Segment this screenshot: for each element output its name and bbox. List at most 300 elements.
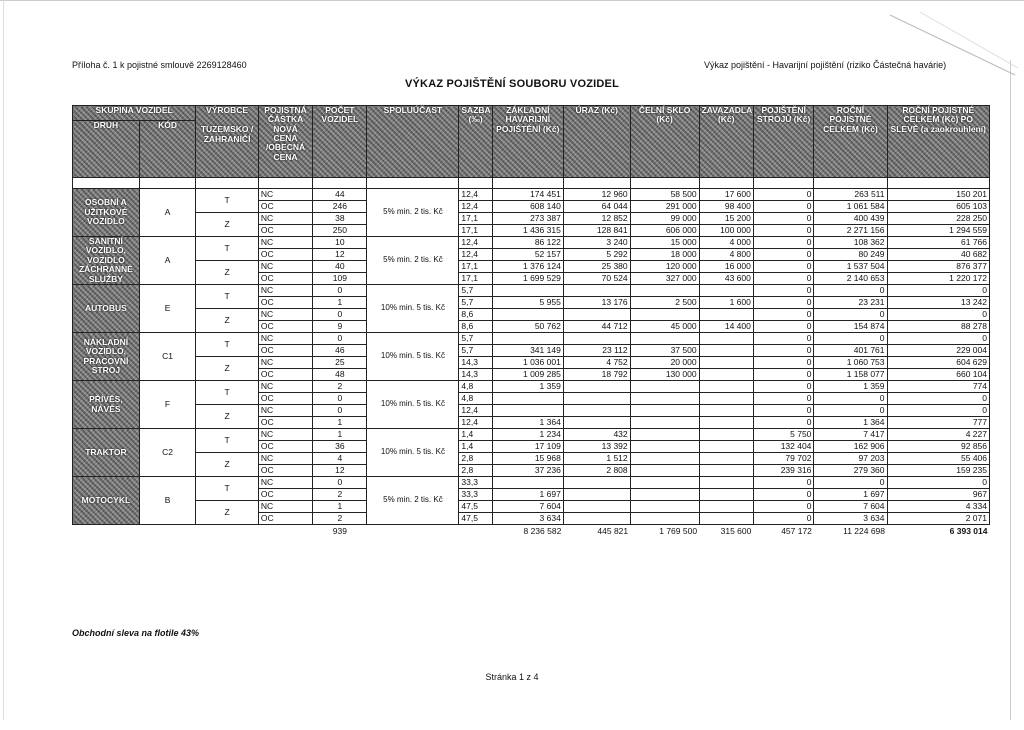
vehicle-count-cell: 1	[313, 501, 367, 513]
annual-discounted-cell: 967	[887, 489, 989, 501]
vehicle-group-name: PŘÍVĚS, NÁVĚS	[73, 381, 140, 429]
vehicle-group-code: A	[139, 237, 195, 285]
machinery-cell: 0	[753, 297, 814, 309]
windshield-cell: 45 000	[630, 321, 699, 333]
rate-cell: 12,4	[459, 201, 492, 213]
windshield-cell: 20 000	[630, 357, 699, 369]
base-premium-cell	[492, 309, 563, 321]
scan-edge-left	[3, 0, 4, 720]
vehicle-group-name: SANITNÍ VOZIDLO, VOZIDLO ZÁCHRANNÉ SLUŽBY	[73, 237, 140, 285]
base-premium-cell: 1 364	[492, 417, 563, 429]
origin-cell: Z	[196, 405, 259, 429]
luggage-cell	[699, 357, 753, 369]
origin-cell: T	[196, 477, 259, 501]
annual-discounted-cell: 0	[887, 405, 989, 417]
windshield-cell: 2 500	[630, 297, 699, 309]
table-row	[73, 189, 990, 201]
base-premium-cell	[492, 285, 563, 297]
rate-cell: 5,7	[459, 333, 492, 345]
rate-cell: 47,5	[459, 501, 492, 513]
machinery-cell: 132 404	[753, 441, 814, 453]
deductible-cell: 10% min. 5 tis. Kč	[367, 381, 459, 429]
windshield-cell: 58 500	[630, 189, 699, 201]
col-zakladni: ZÁKLADNÍ HAVARIJNÍ POJIŠTĚNÍ (Kč)	[492, 106, 563, 178]
machinery-cell: 0	[753, 261, 814, 273]
total-annual: 11 224 698	[843, 525, 886, 536]
luggage-cell: 4 000	[699, 237, 753, 249]
annual-discounted-cell: 13 242	[887, 297, 989, 309]
rate-cell: 2,8	[459, 465, 492, 477]
rate-cell: 33,3	[459, 489, 492, 501]
price-type-cell: NC	[258, 309, 312, 321]
table-row	[73, 309, 990, 321]
windshield-cell	[630, 513, 699, 525]
rate-cell: 5,7	[459, 297, 492, 309]
machinery-cell: 0	[753, 249, 814, 261]
injury-cell: 44 712	[563, 321, 630, 333]
price-type-cell: NC	[258, 333, 312, 345]
luggage-cell	[699, 489, 753, 501]
vehicle-group-code: A	[139, 189, 195, 237]
annual-total-cell: 0	[814, 405, 887, 417]
rate-cell: 1,4	[459, 429, 492, 441]
base-premium-cell: 1 436 315	[492, 225, 563, 237]
injury-cell	[563, 405, 630, 417]
machinery-cell: 0	[753, 501, 814, 513]
rate-cell: 5,7	[459, 345, 492, 357]
col-spoluucast: SPOLUÚČAST	[367, 106, 459, 178]
windshield-cell	[630, 453, 699, 465]
origin-cell: Z	[196, 501, 259, 525]
vehicle-group-name: NÁKLADNÍ VOZIDLO, PRACOVNÍ STROJ	[73, 333, 140, 381]
vehicle-count-cell: 1	[313, 297, 367, 309]
luggage-cell: 43 600	[699, 273, 753, 285]
machinery-cell: 0	[753, 477, 814, 489]
annual-discounted-cell: 92 856	[887, 441, 989, 453]
price-type-cell: OC	[258, 369, 312, 381]
luggage-cell	[699, 501, 753, 513]
col-stroju: POJIŠTĚNÍ STROJŮ (Kč)	[753, 106, 814, 178]
price-type-cell: NC	[258, 285, 312, 297]
deductible-cell: 5% min. 2 tis. Kč	[367, 189, 459, 237]
base-premium-cell: 608 140	[492, 201, 563, 213]
table-body	[73, 178, 990, 539]
vehicle-count-cell: 0	[313, 285, 367, 297]
injury-cell: 13 176	[563, 297, 630, 309]
price-type-cell: NC	[258, 381, 312, 393]
total-luggage: 315 600	[720, 525, 752, 536]
windshield-cell	[630, 333, 699, 345]
annual-discounted-cell: 1 220 172	[887, 273, 989, 285]
windshield-cell	[630, 405, 699, 417]
table-row	[73, 381, 990, 393]
annual-discounted-cell: 150 201	[887, 189, 989, 201]
luggage-cell	[699, 429, 753, 441]
rate-cell: 12,4	[459, 405, 492, 417]
vehicle-count-cell: 250	[313, 225, 367, 237]
machinery-cell: 0	[753, 393, 814, 405]
price-type-cell: NC	[258, 453, 312, 465]
rate-cell: 12,4	[459, 189, 492, 201]
table-row	[73, 501, 990, 513]
injury-cell	[563, 285, 630, 297]
col-druh: DRUH	[73, 121, 140, 178]
table-row	[73, 429, 990, 441]
annual-discounted-cell: 159 235	[887, 465, 989, 477]
scan-edge-right	[1010, 60, 1011, 720]
origin-cell: Z	[196, 309, 259, 333]
rate-cell: 12,4	[459, 249, 492, 261]
totals-row	[73, 525, 990, 539]
machinery-cell: 0	[753, 333, 814, 345]
price-type-cell: NC	[258, 357, 312, 369]
rate-cell: 17,1	[459, 261, 492, 273]
annual-discounted-cell: 2 071	[887, 513, 989, 525]
annual-total-cell: 1 061 584	[814, 201, 887, 213]
base-premium-cell: 52 157	[492, 249, 563, 261]
machinery-cell: 5 750	[753, 429, 814, 441]
col-tuzemsko-label: TUZEMSKO / ZAHRANIČÍ	[200, 124, 254, 144]
vehicle-count-cell: 25	[313, 357, 367, 369]
windshield-cell	[630, 393, 699, 405]
totals-empty-cell	[258, 525, 312, 539]
base-premium-cell: 7 604	[492, 501, 563, 513]
rate-cell: 47,5	[459, 513, 492, 525]
luggage-cell: 100 000	[699, 225, 753, 237]
luggage-cell: 98 400	[699, 201, 753, 213]
luggage-cell	[699, 393, 753, 405]
col-uraz: ÚRAZ (Kč)	[563, 106, 630, 178]
base-premium-cell: 86 122	[492, 237, 563, 249]
price-type-cell: OC	[258, 465, 312, 477]
injury-cell	[563, 333, 630, 345]
machinery-cell: 0	[753, 381, 814, 393]
base-premium-cell: 50 762	[492, 321, 563, 333]
windshield-cell: 37 500	[630, 345, 699, 357]
vehicle-count-cell: 10	[313, 237, 367, 249]
annual-discounted-cell: 605 103	[887, 201, 989, 213]
rate-cell: 8,6	[459, 309, 492, 321]
spacer-row	[73, 178, 990, 189]
windshield-cell	[630, 309, 699, 321]
windshield-cell	[630, 381, 699, 393]
rate-cell: 12,4	[459, 417, 492, 429]
rate-cell: 17,1	[459, 213, 492, 225]
injury-cell: 432	[563, 429, 630, 441]
base-premium-cell	[492, 393, 563, 405]
page-title: VÝKAZ POJIŠTĚNÍ SOUBORU VOZIDEL	[404, 78, 619, 90]
base-premium-cell: 15 968	[492, 453, 563, 465]
vehicle-count-cell: 44	[313, 189, 367, 201]
vehicle-count-cell: 46	[313, 345, 367, 357]
annual-total-cell: 80 249	[814, 249, 887, 261]
annual-discounted-cell: 229 004	[887, 345, 989, 357]
total-base-premium: 8 236 582	[523, 525, 562, 536]
rate-cell: 14,3	[459, 369, 492, 381]
total-windshield: 1 769 500	[659, 525, 698, 536]
price-type-cell: NC	[258, 429, 312, 441]
price-type-cell: OC	[258, 393, 312, 405]
annual-total-cell: 263 511	[814, 189, 887, 201]
rate-cell: 33,3	[459, 477, 492, 489]
vehicle-count-cell: 0	[313, 405, 367, 417]
vehicle-count-cell: 48	[313, 369, 367, 381]
base-premium-cell	[492, 333, 563, 345]
vehicle-count-cell: 0	[313, 477, 367, 489]
machinery-cell: 0	[753, 237, 814, 249]
luggage-cell	[699, 417, 753, 429]
col-skupina: SKUPINA VOZIDEL	[73, 106, 196, 121]
annual-total-cell: 162 906	[814, 441, 887, 453]
windshield-cell	[630, 417, 699, 429]
base-premium-cell	[492, 405, 563, 417]
rate-cell: 1,4	[459, 441, 492, 453]
total-annual-discounted: 6 393 014	[949, 525, 988, 536]
origin-cell: T	[196, 429, 259, 453]
base-premium-cell: 3 634	[492, 513, 563, 525]
windshield-cell: 606 000	[630, 225, 699, 237]
annual-discounted-cell: 777	[887, 417, 989, 429]
annual-total-cell: 7 604	[814, 501, 887, 513]
price-type-cell: OC	[258, 345, 312, 357]
machinery-cell: 0	[753, 369, 814, 381]
vehicle-count-cell: 4	[313, 453, 367, 465]
luggage-cell	[699, 477, 753, 489]
insurance-table-wrapper	[72, 105, 990, 538]
annual-discounted-cell: 0	[887, 333, 989, 345]
luggage-cell: 4 800	[699, 249, 753, 261]
injury-cell: 12 960	[563, 189, 630, 201]
vehicle-group-code: C1	[139, 333, 195, 381]
vehicle-count-cell: 2	[313, 489, 367, 501]
vehicle-count-cell: 36	[313, 441, 367, 453]
scan-edge-top	[0, 0, 1024, 1]
table-row	[73, 405, 990, 417]
injury-cell: 128 841	[563, 225, 630, 237]
luggage-cell	[699, 381, 753, 393]
injury-cell: 1 512	[563, 453, 630, 465]
vehicle-count-cell: 1	[313, 429, 367, 441]
table-row	[73, 285, 990, 297]
rate-cell: 17,1	[459, 225, 492, 237]
annual-total-cell: 2 271 156	[814, 225, 887, 237]
col-sklo: ČELNÍ SKLO (Kč)	[630, 106, 699, 178]
windshield-cell	[630, 429, 699, 441]
luggage-cell	[699, 513, 753, 525]
annual-discounted-cell: 88 278	[887, 321, 989, 333]
total-vehicles: 939	[332, 525, 347, 536]
contract-reference: Příloha č. 1 k pojistné smlouvě 2269128460	[72, 60, 247, 70]
luggage-cell: 1 600	[699, 297, 753, 309]
base-premium-cell: 1 036 001	[492, 357, 563, 369]
machinery-cell: 0	[753, 201, 814, 213]
machinery-cell: 0	[753, 309, 814, 321]
machinery-cell: 0	[753, 189, 814, 201]
machinery-cell: 0	[753, 405, 814, 417]
annual-total-cell: 1 060 753	[814, 357, 887, 369]
rate-cell: 17,1	[459, 273, 492, 285]
price-type-cell: OC	[258, 249, 312, 261]
annual-discounted-cell: 774	[887, 381, 989, 393]
vehicle-count-cell: 12	[313, 465, 367, 477]
totals-empty-cell	[196, 525, 259, 539]
annual-discounted-cell: 660 104	[887, 369, 989, 381]
totals-empty-cell	[367, 525, 459, 539]
price-type-cell: OC	[258, 225, 312, 237]
annual-total-cell: 0	[814, 309, 887, 321]
table-row	[73, 477, 990, 489]
injury-cell	[563, 381, 630, 393]
col-rocni-sleva: ROČNÍ POJISTNÉ CELKEM (Kč) PO SLEVĚ (a zaokrouhlení)	[887, 106, 989, 178]
rate-cell: 2,8	[459, 453, 492, 465]
annual-discounted-cell: 0	[887, 309, 989, 321]
windshield-cell: 327 000	[630, 273, 699, 285]
machinery-cell: 0	[753, 489, 814, 501]
col-vyrobce-label: VÝROBCE	[206, 105, 249, 115]
windshield-cell	[630, 465, 699, 477]
rate-cell: 8,6	[459, 321, 492, 333]
base-premium-cell: 37 236	[492, 465, 563, 477]
col-zavazadla: ZAVAZADLA (Kč)	[699, 106, 753, 178]
vehicle-group-code: E	[139, 285, 195, 333]
col-pocet: POČET VOZIDEL	[313, 106, 367, 178]
windshield-cell: 130 000	[630, 369, 699, 381]
origin-cell: T	[196, 333, 259, 357]
annual-discounted-cell: 604 629	[887, 357, 989, 369]
injury-cell	[563, 501, 630, 513]
annual-total-cell: 154 874	[814, 321, 887, 333]
annual-discounted-cell: 0	[887, 285, 989, 297]
totals-empty-cell	[459, 525, 492, 539]
annual-total-cell: 23 231	[814, 297, 887, 309]
deductible-cell: 5% min. 2 tis. Kč	[367, 477, 459, 525]
injury-cell	[563, 309, 630, 321]
annual-discounted-cell: 228 250	[887, 213, 989, 225]
vehicle-group-name: AUTOBUS	[73, 285, 140, 333]
vehicle-count-cell: 246	[313, 201, 367, 213]
rate-cell: 14,3	[459, 357, 492, 369]
annual-total-cell: 1 364	[814, 417, 887, 429]
price-type-cell: OC	[258, 321, 312, 333]
annual-total-cell: 0	[814, 333, 887, 345]
vehicle-count-cell: 0	[313, 393, 367, 405]
base-premium-cell: 1 234	[492, 429, 563, 441]
injury-cell: 23 112	[563, 345, 630, 357]
origin-cell: Z	[196, 357, 259, 381]
annual-total-cell: 1 359	[814, 381, 887, 393]
vehicle-count-cell: 2	[313, 381, 367, 393]
price-type-cell: OC	[258, 513, 312, 525]
luggage-cell	[699, 405, 753, 417]
injury-cell	[563, 513, 630, 525]
price-type-cell: NC	[258, 477, 312, 489]
annual-discounted-cell: 876 377	[887, 261, 989, 273]
injury-cell: 13 392	[563, 441, 630, 453]
vehicle-group-code: F	[139, 381, 195, 429]
base-premium-cell: 1 359	[492, 381, 563, 393]
windshield-cell: 291 000	[630, 201, 699, 213]
machinery-cell: 0	[753, 225, 814, 237]
vehicle-count-cell: 0	[313, 333, 367, 345]
vehicle-count-cell: 9	[313, 321, 367, 333]
deductible-cell: 10% min. 5 tis. Kč	[367, 285, 459, 333]
vehicle-group-name: OSOBNÍ A UŽITKOVÉ VOZIDLO	[73, 189, 140, 237]
base-premium-cell: 1 009 285	[492, 369, 563, 381]
vehicle-count-cell: 40	[313, 261, 367, 273]
annual-total-cell: 0	[814, 393, 887, 405]
vehicle-group-name: TRAKTOR	[73, 429, 140, 477]
deductible-cell: 10% min. 5 tis. Kč	[367, 429, 459, 477]
price-type-cell: NC	[258, 501, 312, 513]
total-injury: 445 821	[597, 525, 629, 536]
table-row	[73, 261, 990, 273]
col-vyrobce	[196, 106, 259, 178]
col-rocni: ROČNÍ POJISTNÉ CELKEM (Kč)	[814, 106, 887, 178]
luggage-cell	[699, 441, 753, 453]
price-type-cell: OC	[258, 489, 312, 501]
base-premium-cell: 5 955	[492, 297, 563, 309]
injury-cell: 4 752	[563, 357, 630, 369]
vehicle-count-cell: 38	[313, 213, 367, 225]
injury-cell: 25 380	[563, 261, 630, 273]
machinery-cell: 0	[753, 417, 814, 429]
price-type-cell: NC	[258, 213, 312, 225]
annual-discounted-cell: 55 406	[887, 453, 989, 465]
machinery-cell: 0	[753, 357, 814, 369]
annual-discounted-cell: 40 682	[887, 249, 989, 261]
price-type-cell: NC	[258, 189, 312, 201]
windshield-cell	[630, 285, 699, 297]
origin-cell: T	[196, 381, 259, 405]
origin-cell: T	[196, 237, 259, 261]
luggage-cell	[699, 369, 753, 381]
luggage-cell: 16 000	[699, 261, 753, 273]
vehicle-group-name: MOTOCYKL	[73, 477, 140, 525]
injury-cell: 18 792	[563, 369, 630, 381]
annual-discounted-cell: 61 766	[887, 237, 989, 249]
base-premium-cell: 1 376 124	[492, 261, 563, 273]
luggage-cell	[699, 333, 753, 345]
annual-total-cell: 1 158 077	[814, 369, 887, 381]
annual-total-cell: 1 537 504	[814, 261, 887, 273]
injury-cell: 12 852	[563, 213, 630, 225]
origin-cell: T	[196, 285, 259, 309]
origin-cell: T	[196, 189, 259, 213]
annual-total-cell: 0	[814, 285, 887, 297]
insurance-table	[72, 105, 990, 538]
injury-cell: 2 808	[563, 465, 630, 477]
luggage-cell: 15 200	[699, 213, 753, 225]
base-premium-cell: 1 697	[492, 489, 563, 501]
fleet-discount-note: Obchodní sleva na flotile 43%	[72, 628, 200, 638]
base-premium-cell: 174 451	[492, 189, 563, 201]
annual-total-cell: 97 203	[814, 453, 887, 465]
machinery-cell: 0	[753, 285, 814, 297]
base-premium-cell: 1 699 529	[492, 273, 563, 285]
rate-cell: 12,4	[459, 237, 492, 249]
luggage-cell	[699, 309, 753, 321]
price-type-cell: OC	[258, 273, 312, 285]
price-type-cell: NC	[258, 237, 312, 249]
machinery-cell: 79 702	[753, 453, 814, 465]
rate-cell: 4,8	[459, 393, 492, 405]
injury-cell	[563, 477, 630, 489]
price-type-cell: OC	[258, 441, 312, 453]
annual-total-cell: 7 417	[814, 429, 887, 441]
totals-empty-cell	[73, 525, 140, 539]
table-row	[73, 453, 990, 465]
price-type-cell: NC	[258, 405, 312, 417]
